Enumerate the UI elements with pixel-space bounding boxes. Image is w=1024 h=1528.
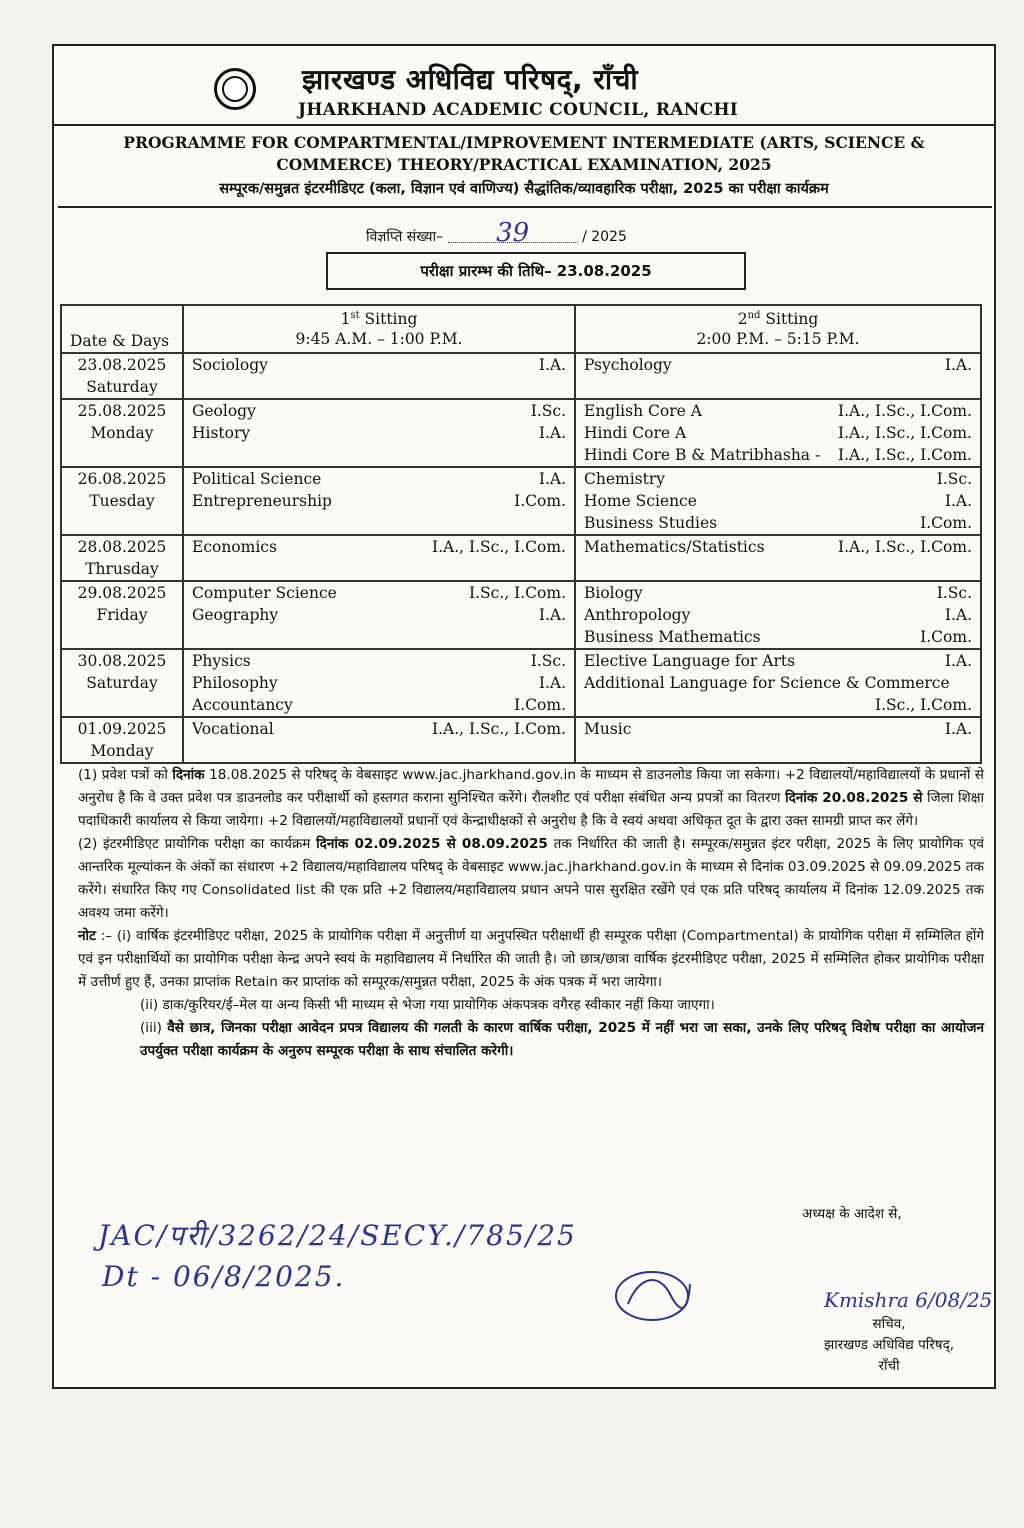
subject-name: Chemistry xyxy=(584,470,666,488)
stream-group: I.A. xyxy=(944,720,972,738)
subject-name: Additional Language for Science & Commerce xyxy=(584,674,950,692)
subject-line xyxy=(576,400,980,422)
exam-date: 23.08.2025 xyxy=(77,356,167,374)
subject-line xyxy=(184,650,574,672)
sitting2-cell xyxy=(575,649,981,717)
exam-day: Monday xyxy=(90,424,154,442)
date-cell xyxy=(61,467,183,535)
exam-date: 25.08.2025 xyxy=(77,402,167,420)
stream-group: I.A., I.Sc., I.Com. xyxy=(431,538,566,556)
instruction-2: (2) इंटरमीडिएट प्रायोगिक परीक्षा का कार्यक्रम दिनांक 02.09.2025 से 08.09.2025 तक निर्धारित की जाती है। सम्पूरक/समुन्नत इंटर परीक्षा, 2025 के लिए प्रायोगिक एवं आन्तरिक मूल्यांकन के अंकों का संधारण +2 विद्यालय/महाविद्यालय परिषद् के वेबसाइट www.jac.jharkhand.gov.in के माध्यम से दिनांक 03.09.2025 से 09.09.2025 तक करेंगे। संधारित किए गए Consolidated list की एक प्रति +2 विद्यालय/महाविद्यालय प्रधान अपने पास सुरक्षित रखेंगे एवं एक प्रति परिषद् कार्यालय में दिनांक 12.09.2025 तक अवश्य जमा करेंगे। xyxy=(78,836,984,921)
stream-group: I.A., I.Sc., I.Com. xyxy=(431,720,566,738)
subject-line xyxy=(576,490,980,512)
initial-scribble-icon xyxy=(610,1264,696,1328)
sitting2-cell xyxy=(575,467,981,535)
notification-label: विज्ञप्ति संख्या– xyxy=(366,229,444,245)
exam-start-date: परीक्षा प्रारम्भ की तिथि– 23.08.2025 xyxy=(326,252,746,290)
sitting2-time: 2:00 P.M. – 5:15 P.M. xyxy=(696,330,860,349)
exam-date: 01.09.2025 xyxy=(77,720,167,738)
stream-group: I.Sc., I.Com. xyxy=(469,584,566,602)
subject-line xyxy=(184,672,574,694)
subject-name: Home Science xyxy=(584,492,697,510)
subject-line xyxy=(576,422,980,444)
sitting2-cell xyxy=(575,353,981,399)
date-cell xyxy=(61,649,183,717)
exam-day: Tuesday xyxy=(89,492,155,510)
programme-title-hindi: सम्पूरक/समुन्नत इंटरमीडिएट (कला, विज्ञान एवं वाणिज्य) सैद्धांतिक/व्यावहारिक परीक्षा, 2025 का परीक्षा कार्यक्रम xyxy=(219,181,829,197)
subject-line xyxy=(184,604,574,626)
stream-group: I.A. xyxy=(944,652,972,670)
date-cell xyxy=(61,581,183,649)
table-row xyxy=(61,649,981,717)
subject-line xyxy=(576,604,980,626)
subject-line xyxy=(576,536,980,558)
subject-name: Geology xyxy=(192,402,256,420)
subject-name: Vocational xyxy=(192,720,274,738)
subject-line xyxy=(576,582,980,604)
secretary-block xyxy=(824,1314,954,1377)
subject-line xyxy=(184,400,574,422)
exam-date: 30.08.2025 xyxy=(77,652,167,670)
subject-name: Biology xyxy=(584,584,643,602)
secretary-city: राँची xyxy=(878,1358,900,1374)
table-row xyxy=(61,581,981,649)
subject-line xyxy=(184,422,574,444)
subject-line xyxy=(184,354,574,376)
notice-sheet xyxy=(52,44,996,1389)
subject-line xyxy=(576,444,980,466)
subject-line xyxy=(184,582,574,604)
subject-line xyxy=(184,490,574,512)
table-row xyxy=(61,467,981,535)
subject-name: Anthropology xyxy=(584,606,691,624)
instruction-1: (1) प्रवेश पत्रों को दिनांक 18.08.2025 से परिषद् के वेबसाइट www.jac.jharkhand.gov.in के माध्यम से डाउनलोड किया जा सकेगा। +2 विद्यालयों/महाविद्यालयों के प्रधानों से अनुरोध है कि वे उक्त प्रवेश पत्र डाउनलोड कर परीक्षार्थी को हस्तगत कराना सुनिश्चित करेंगे। रौलशीट एवं परीक्षा संबंधित अन्य प्रपत्रों का वितरण दिनांक 20.08.2025 से जिला शिक्षा पदाधिकारी कार्यालय से किया जायेगा। +2 विद्यालयों/महाविद्यालयों प्रधानों एवं केन्द्राधीक्षकों से अनुरोध है कि वे स्वयं अथवा अधिकृत दूत के द्वारा उक्त सामग्री प्राप्त कर लेंगे। xyxy=(78,767,984,829)
stream-group: I.A., I.Sc., I.Com. xyxy=(837,402,972,420)
subject-line xyxy=(576,626,980,648)
subject-name: Sociology xyxy=(192,356,268,374)
council-title-hindi: झारखण्ड अधिविद्य परिषद्, राँची xyxy=(302,63,639,96)
secretary-title: सचिव, xyxy=(872,1316,906,1332)
council-logo-icon xyxy=(214,68,256,110)
exam-day: Friday xyxy=(96,606,148,624)
table-row xyxy=(61,353,981,399)
programme-title xyxy=(54,132,994,176)
subject-name: Geography xyxy=(192,606,279,624)
subject-name: Hindi Core A xyxy=(584,424,687,442)
table-row xyxy=(61,535,981,581)
subject-name: Business Mathematics xyxy=(584,628,761,646)
stream-group: I.A. xyxy=(538,674,566,692)
stream-group: I.Com. xyxy=(514,492,566,510)
exam-day: Thrusday xyxy=(85,560,159,578)
subject-line xyxy=(184,694,574,716)
sitting1-cell xyxy=(183,717,575,763)
stream-group: I.Com. xyxy=(920,628,972,646)
note-3: (iii) वैसे छात्र, जिनका परीक्षा आवेदन प्रपत्र विद्यालय की गलती के कारण वार्षिक परीक्षा, 2025 में नहीं भरा जा सका, उनके लिए परिषद् विशेष परीक्षा का आयोजन उपर्युक्त परीक्षा कार्यक्रम के अनुरुप सम्पूरक परीक्षा के साथ संचालित करेगी। xyxy=(140,1020,984,1059)
sitting1-cell xyxy=(183,535,575,581)
divider xyxy=(58,206,992,208)
subject-name: Hindi Core B & Matribhasha - xyxy=(584,446,821,464)
instructions xyxy=(78,764,984,1063)
date-cell xyxy=(61,535,183,581)
note-1: नोट :– (i) वार्षिक इंटरमीडिएट परीक्षा, 2025 के प्रायोगिक परीक्षा में अनुत्तीर्ण या अनुपस्थित परीक्षार्थी ही सम्पूरक परीक्षा (Compartmental) के प्रायोगिक परीक्षा में सम्मिलित होंगे एवं इन परीक्षार्थियों का प्रायोगिक परीक्षा केन्द्र अपने स्वयं के महाविद्यालय में निर्धारित की जाती है। जो छात्र/छात्रा वार्षिक इंटरमीडिएट परीक्षा, 2025 में सम्मिलित होकर प्रायोगिक परीक्षा में उत्तीर्ण हुए हैं, उनका प्राप्तांक Retain कर प्राप्तांक को सम्पूरक/समुन्नत परीक्षा, 2025 के अंक पत्रक में भरा जायेगा। xyxy=(78,928,984,990)
stream-group: I.Com. xyxy=(514,696,566,714)
subject-name: Mathematics/Statistics xyxy=(584,538,765,556)
letterhead xyxy=(54,46,994,126)
notification-year: / 2025 xyxy=(582,229,627,245)
column-header-date: Date & Days xyxy=(61,305,183,353)
subject-line xyxy=(576,468,980,490)
subject-name: Political Science xyxy=(192,470,322,488)
sitting1-label: 1st Sitting xyxy=(340,310,418,329)
stream-group: I.A. xyxy=(944,356,972,374)
subject-name: Computer Science xyxy=(192,584,337,602)
stream-group: I.Sc., I.Com. xyxy=(875,696,972,714)
programme-title-line1: PROGRAMME FOR COMPARTMENTAL/IMPROVEMENT INTERMEDIATE (ARTS, SCIENCE & xyxy=(123,133,925,152)
sitting1-time: 9:45 A.M. – 1:00 P.M. xyxy=(295,330,463,349)
subject-line xyxy=(184,468,574,490)
exam-schedule-table xyxy=(60,304,982,764)
stream-group: I.A., I.Sc., I.Com. xyxy=(837,538,972,556)
subject-line xyxy=(576,694,980,716)
sitting1-cell xyxy=(183,467,575,535)
note-2: (ii) डाक/कुरियर/ई–मेल या अन्य किसी भी माध्यम से भेजा गया प्रायोगिक अंकपत्रक वगैरह स्वीकार नहीं किया जाएगा। xyxy=(140,997,715,1013)
stream-group: I.A. xyxy=(944,606,972,624)
council-title-english: JHARKHAND ACADEMIC COUNCIL, RANCHI xyxy=(298,100,739,120)
subject-line xyxy=(184,536,574,558)
sitting1-cell xyxy=(183,649,575,717)
exam-date: 29.08.2025 xyxy=(77,584,167,602)
stream-group: I.Com. xyxy=(920,514,972,532)
stream-group: I.Sc. xyxy=(530,402,566,420)
exam-day: Saturday xyxy=(86,674,158,692)
date-cell xyxy=(61,399,183,467)
subject-name: Entrepreneurship xyxy=(192,492,332,510)
stream-group: I.A. xyxy=(538,424,566,442)
table-header-row xyxy=(61,305,981,353)
stream-group: I.A., I.Sc., I.Com. xyxy=(837,424,972,442)
sitting2-label: 2nd Sitting xyxy=(737,310,819,329)
memo-date: Dt - 06/8/2025. xyxy=(102,1260,346,1293)
memo-number: JAC/परी/3262/24/SECY./785/25 xyxy=(98,1219,577,1252)
subject-name: Accountancy xyxy=(192,696,293,714)
subject-name: English Core A xyxy=(584,402,702,420)
date-cell xyxy=(61,717,183,763)
subject-name: History xyxy=(192,424,251,442)
sitting2-cell xyxy=(575,717,981,763)
stream-group: I.A. xyxy=(538,356,566,374)
table-row xyxy=(61,399,981,467)
column-header-sitting1 xyxy=(183,305,575,353)
notification-number xyxy=(366,218,627,248)
subject-line xyxy=(576,354,980,376)
sitting2-cell xyxy=(575,535,981,581)
notification-number-value: 39 xyxy=(448,224,578,243)
exam-day: Saturday xyxy=(86,378,158,396)
programme-title-line2: COMMERCE) THEORY/PRACTICAL EXAMINATION, 2025 xyxy=(276,155,772,174)
exam-date: 26.08.2025 xyxy=(77,470,167,488)
subject-name: Business Studies xyxy=(584,514,718,532)
table-row xyxy=(61,717,981,763)
order-line: अध्यक्ष के आदेश से, xyxy=(802,1206,902,1222)
stream-group: I.A., I.Sc., I.Com. xyxy=(837,446,972,464)
subject-name: Philosophy xyxy=(192,674,278,692)
subject-name: Physics xyxy=(192,652,251,670)
stream-group: I.Sc. xyxy=(530,652,566,670)
stream-group: I.A. xyxy=(538,606,566,624)
sitting1-cell xyxy=(183,353,575,399)
subject-line xyxy=(576,650,980,672)
subject-line xyxy=(576,718,980,740)
exam-date: 28.08.2025 xyxy=(77,538,167,556)
sitting1-cell xyxy=(183,399,575,467)
subject-line xyxy=(184,718,574,740)
column-header-sitting2 xyxy=(575,305,981,353)
secretary-council: झारखण्ड अधिविद्य परिषद्, xyxy=(824,1337,955,1353)
stream-group: I.A. xyxy=(538,470,566,488)
subject-line xyxy=(576,512,980,534)
subject-name: Economics xyxy=(192,538,277,556)
sitting2-cell xyxy=(575,399,981,467)
subject-name: Music xyxy=(584,720,632,738)
date-cell xyxy=(61,353,183,399)
stream-group: I.A. xyxy=(944,492,972,510)
subject-line xyxy=(576,672,980,694)
secretary-signature: Kmishra 6/08/25 xyxy=(824,1288,993,1312)
subject-name: Psychology xyxy=(584,356,672,374)
sitting2-cell xyxy=(575,581,981,649)
stream-group: I.Sc. xyxy=(936,584,972,602)
subject-name: Elective Language for Arts xyxy=(584,652,796,670)
exam-day: Monday xyxy=(90,742,154,760)
stream-group: I.Sc. xyxy=(936,470,972,488)
sitting1-cell xyxy=(183,581,575,649)
